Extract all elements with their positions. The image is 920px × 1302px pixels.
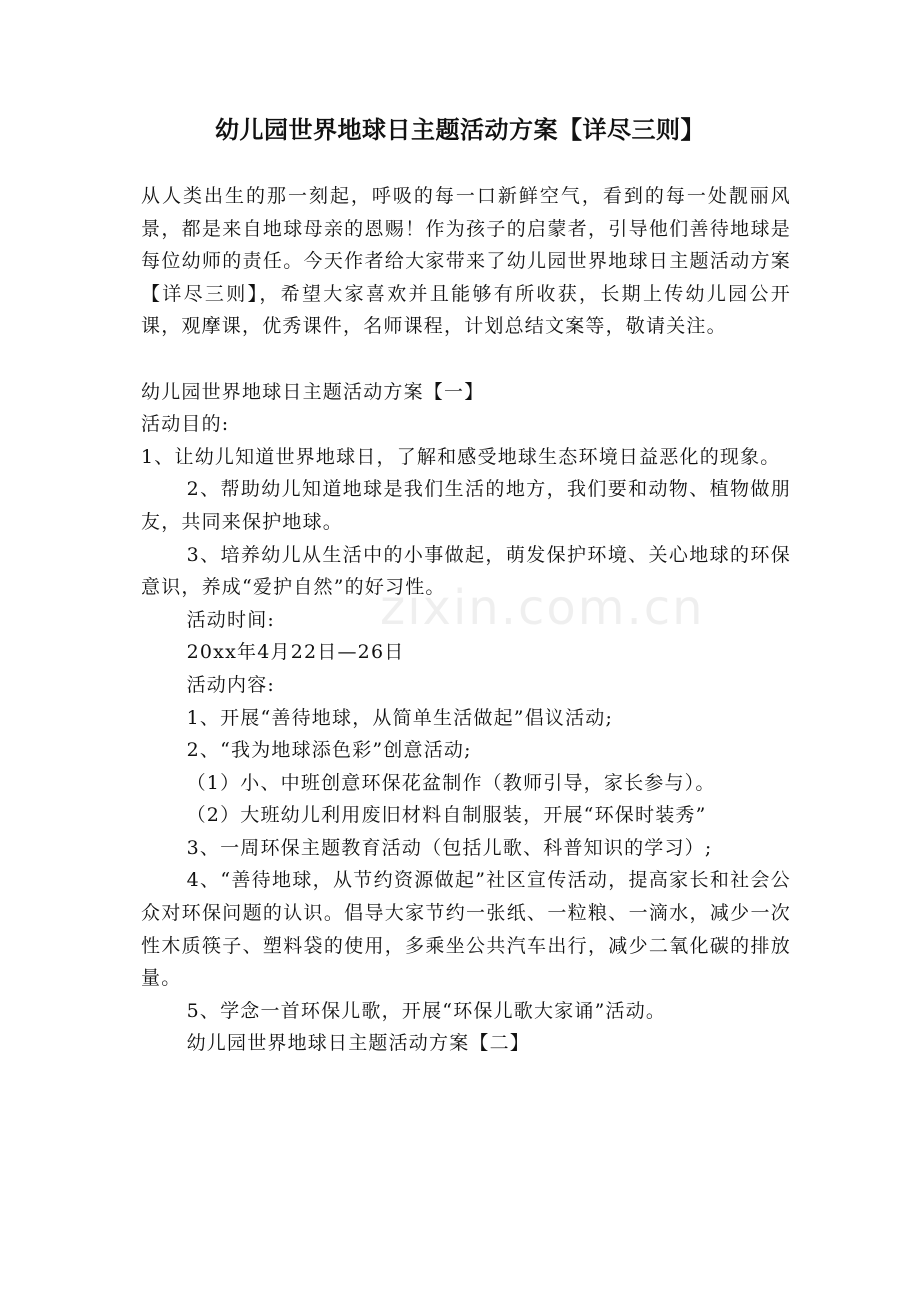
content-item-4: 4、“善待地球，从节约资源做起”社区宣传活动，提高家长和社会公众对环保问题的认识。倡导大家节约一张纸、一粒粮、一滴水，减少一次性木质筷子、塑料袋的使用，多乘坐公共汽车出行，减少二氧化碳的排放量。 bbox=[141, 869, 791, 990]
goal-item-2: 2、帮助幼儿知道地球是我们生活的地方，我们要和动物、植物做朋友，共同来保护地球。 bbox=[141, 478, 791, 533]
paragraph-gap bbox=[141, 343, 791, 376]
content-item-3: 3、一周环保主题教育活动（包括儿歌、科普知识的学习）; bbox=[186, 836, 713, 859]
time-value: 20xx年4月22日—26日 bbox=[186, 641, 405, 664]
goal-item-1: 1、让幼儿知道世界地球日，了解和感受地球生态环境日益恶化的现象。 bbox=[141, 445, 781, 468]
section-heading-2: 幼儿园世界地球日主题活动方案【二】 bbox=[186, 1032, 530, 1055]
intro-paragraph: 从人类出生的那一刻起，呼吸的每一口新鲜空气，看到的每一处靓丽风景，都是来自地球母亲的恩赐！作为孩子的启蒙者，引导他们善待地球是每位幼师的责任。今天作者给大家带来了幼儿园世界地球日主题活动方案【详尽三则】，希望大家喜欢并且能够有所收获，长期上传幼儿园公开课，观摩课，优秀课件，名师课程，计划总结文案等，敬请关注。 bbox=[141, 185, 791, 338]
goal-item-3: 3、培养幼儿从生活中的小事做起，萌发保护环境、关心地球的环保意识，养成“爱护自然”的好习性。 bbox=[141, 543, 791, 599]
goal-label: 活动目的: bbox=[141, 413, 230, 436]
content-subitem-2b: （2）大班幼儿利用废旧材料自制服装，开展“环保时装秀” bbox=[186, 804, 707, 827]
content-item-2: 2、“我为地球添色彩”创意活动; bbox=[186, 739, 472, 762]
time-label: 活动时间: bbox=[186, 608, 275, 631]
document-title: 幼儿园世界地球日主题活动方案【详尽三则】 bbox=[215, 116, 705, 144]
content-item-5: 5、学念一首环保儿歌，开展“环保儿歌大家诵”活动。 bbox=[186, 999, 667, 1022]
content-label: 活动内容: bbox=[186, 673, 275, 696]
document-body bbox=[141, 180, 791, 1060]
content-item-1: 1、开展“善待地球，从简单生活做起”倡议活动; bbox=[186, 706, 614, 729]
section-heading-1: 幼儿园世界地球日主题活动方案【一】 bbox=[141, 380, 485, 403]
watermark: zixin.com.cn bbox=[380, 580, 705, 636]
content-subitem-2a: （1）小、中班创意环保花盆制作（教师引导，家长参与）。 bbox=[186, 771, 716, 794]
